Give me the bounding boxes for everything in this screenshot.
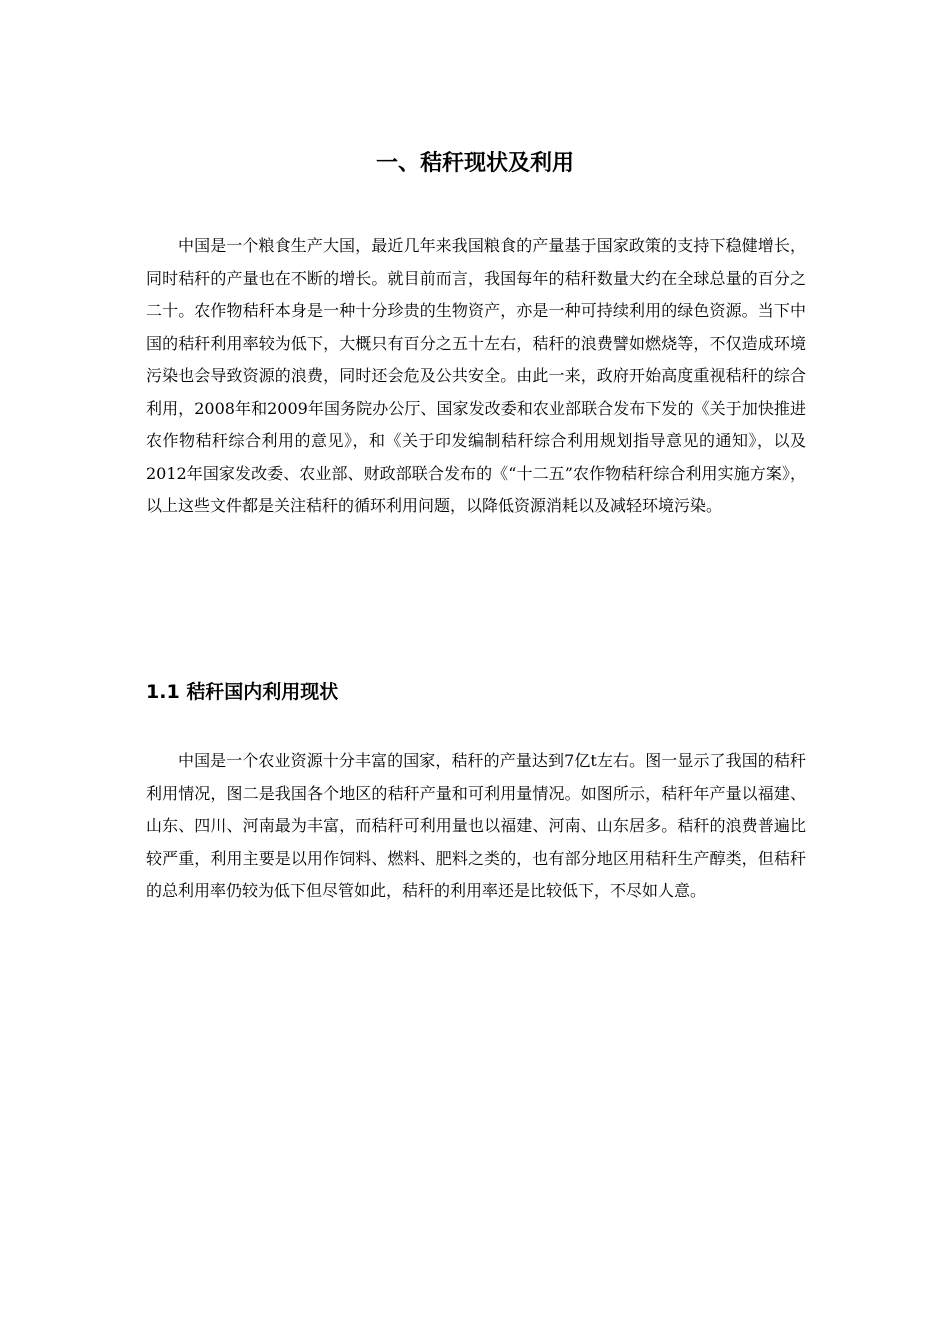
section-title: 1.1 秸秆国内利用现状 <box>146 681 339 703</box>
chapter-intro-paragraph: 中国是一个粮食生产大国，最近几年来我国粮食的产量基于国家政策的支持下稳健增长，同时秸秆的产量也在不断的增长。就目前而言，我国每年的秸秆数量大约在全球总量的百分之二十。农作物秸秆本身是一种十分珍贵的生物资产，亦是一种可持续利用的绿色资源。当下中国的秸秆利用率较为低下，大概只有百分之五十左右，秸秆的浪费譬如燃烧等，不仅造成环境污染也会导致资源的浪费，同时还会危及公共安全。由此一来，政府开始高度重视秸秆的综合利用，2008年和2009年国务院办公厅、国家发改委和农业部联合发布下发的《关于加快推进农作物秸秆综合利用的意见》，和《关于印发编制秸秆综合利用规划指导意见的通知》，以及2012年国家发改委、农业部、财政部联合发布的《“十二五”农作物秸秆综合利用实施方案》，以上这些文件都是关注秸秆的循环利用问题，以降低资源消耗以及减轻环境污染。 <box>146 236 806 515</box>
section-paragraph: 中国是一个农业资源十分丰富的国家，秸秆的产量达到7亿t左右。图一显示了我国的秸秆利用情况，图二是我国各个地区的秸秆产量和可利用量情况。如图所示，秸秆年产量以福建、山东、四川、河南最为丰富，而秸秆可利用量也以福建、河南、山东居多。秸秆的浪费普遍比较严重，利用主要是以用作饲料、燃料、肥料之类的，也有部分地区用秸秆生产醇类，但秸秆的总利用率仍较为低下但尽管如此，秸秆的利用率还是比较低下，不尽如人意。 <box>146 751 806 900</box>
chapter-title: 一、秸秆现状及利用 <box>375 151 574 176</box>
